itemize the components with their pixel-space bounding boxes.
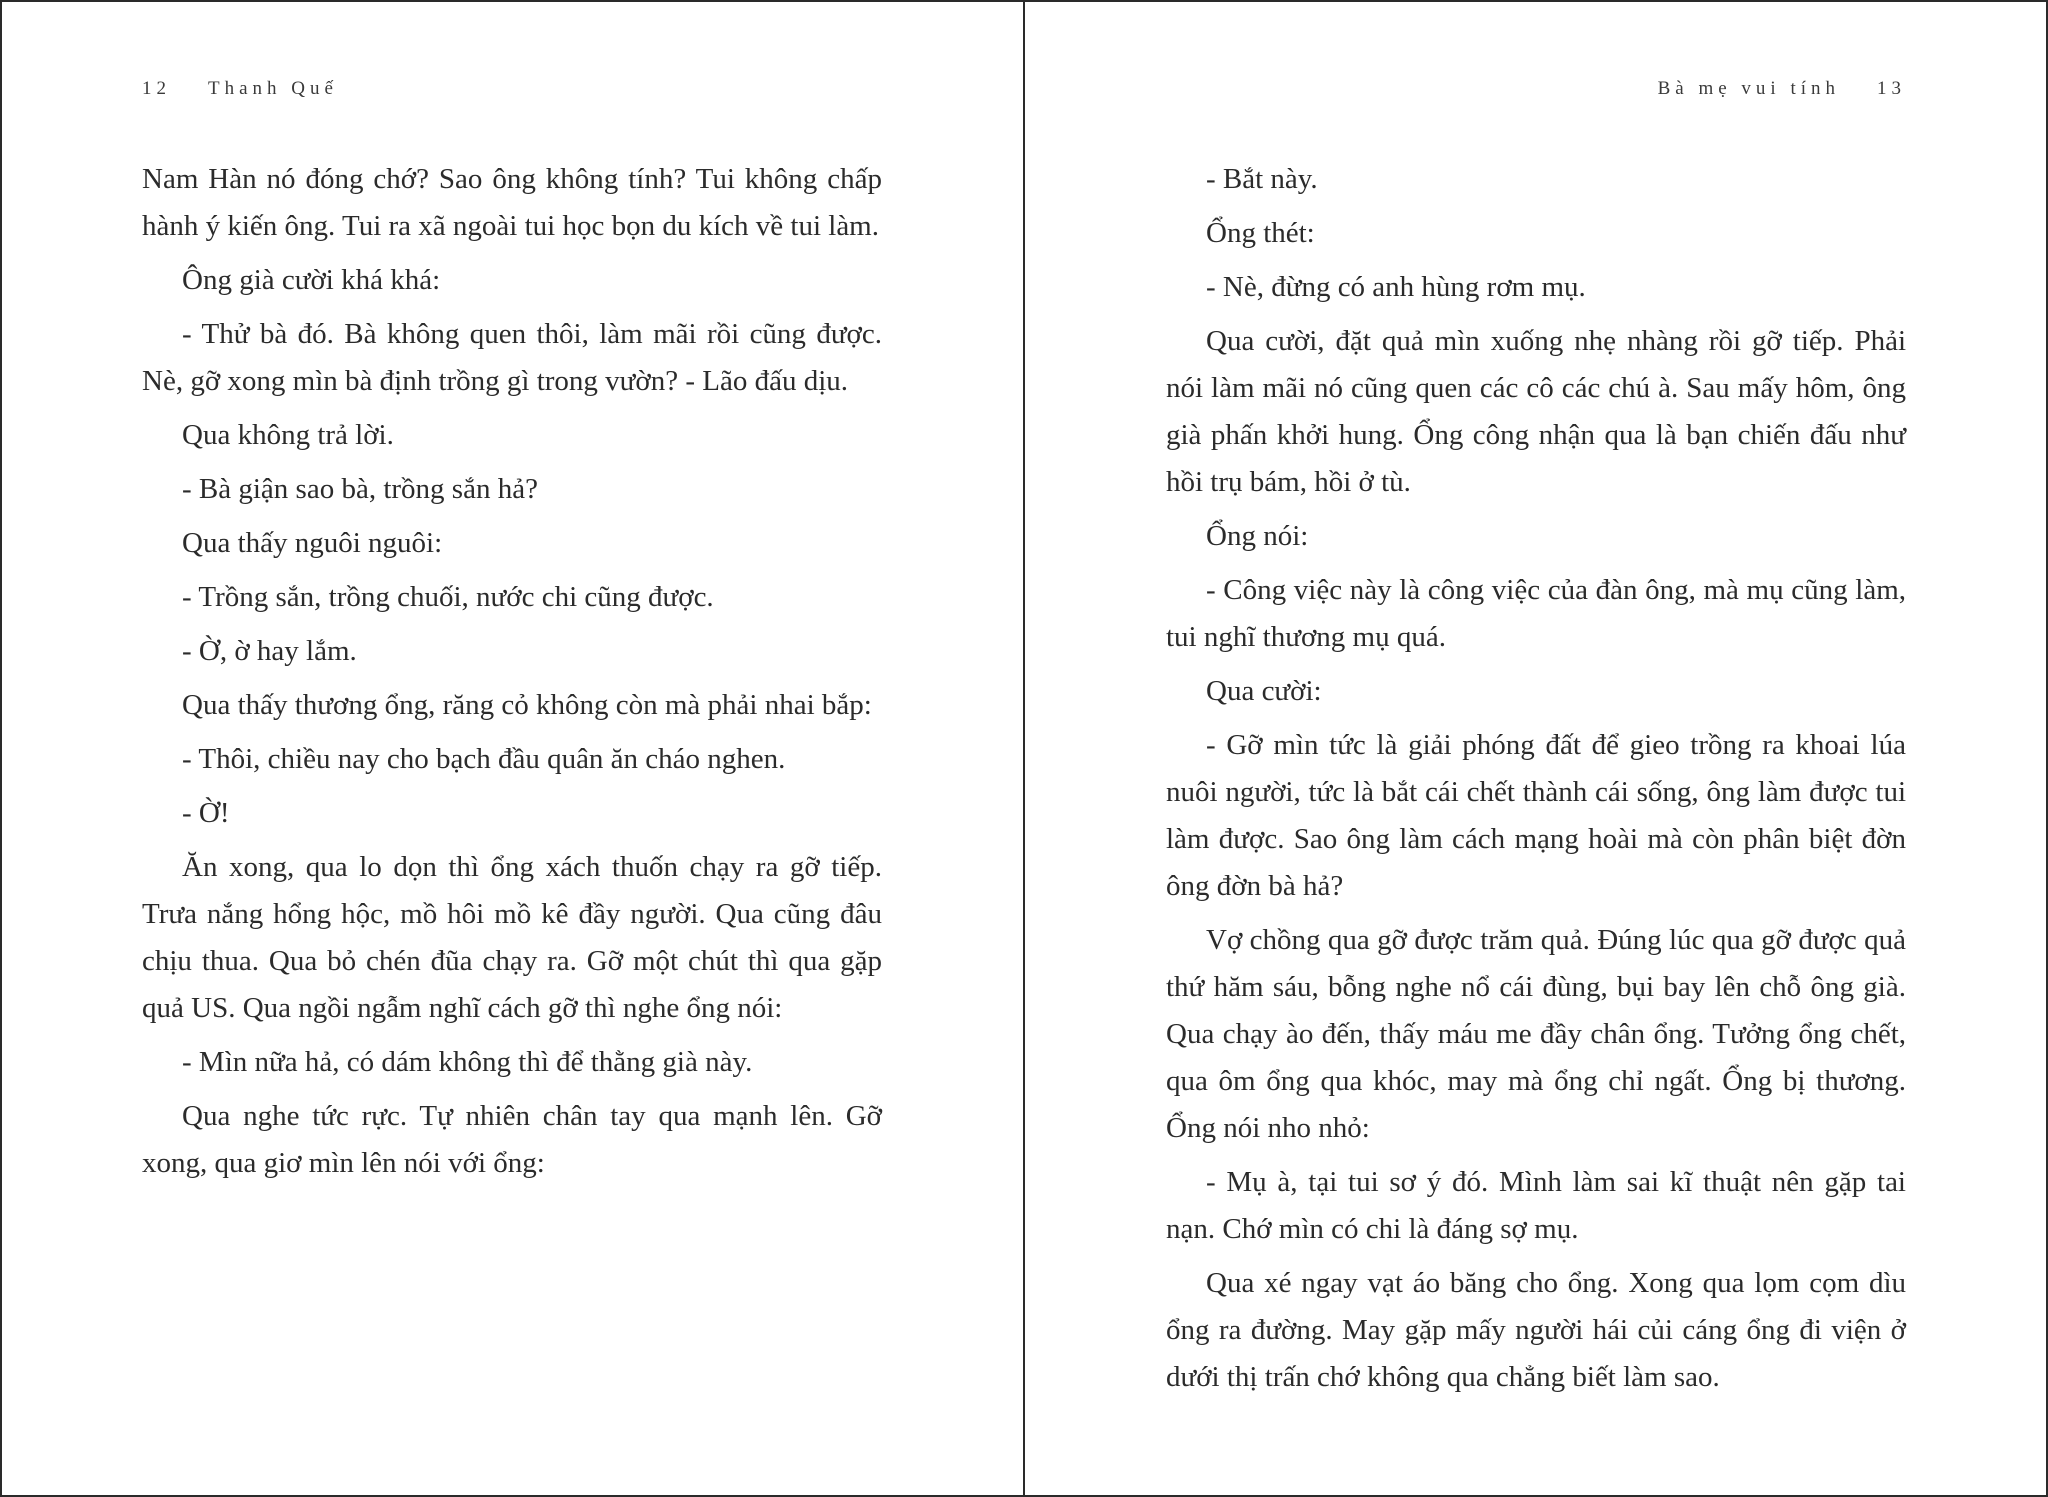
book-gutter <box>1023 0 1025 1497</box>
paragraph: - Bắt này. <box>1206 163 1318 195</box>
paragraph: Qua cười: <box>1206 675 1322 707</box>
paragraph: Ổng thét: <box>1206 217 1315 249</box>
paragraph: Nam Hàn nó đóng chớ? Sao ông không tính? Tui không chấp hành ý kiến ông. Tui ra xã ngoài tui học bọn du kích về tui làm. <box>142 163 882 242</box>
paragraph: Ổng nói: <box>1206 520 1309 552</box>
left-body-text <box>142 156 882 1194</box>
left-page-number: 12 <box>142 78 171 99</box>
paragraph: Qua thấy nguôi nguôi: <box>182 527 443 559</box>
paragraph: - Công việc này là công việc của đàn ông, mà mụ cũng làm, tui nghĩ thương mụ quá. <box>1166 574 1906 653</box>
paragraph: - Mụ à, tại tui sơ ý đó. Mình làm sai kĩ thuật nên gặp tai nạn. Chớ mìn có chi là đáng sợ mụ. <box>1166 1166 1906 1245</box>
paragraph: - Nè, đừng có anh hùng rơm mụ. <box>1206 271 1586 303</box>
left-page <box>142 0 882 1497</box>
paragraph: - Thôi, chiều nay cho bạch đầu quân ăn cháo nghen. <box>182 743 786 775</box>
paragraph: - Ờ, ờ hay lắm. <box>182 635 357 667</box>
paragraph: - Ờ! <box>182 797 230 829</box>
paragraph: - Mìn nữa hả, có dám không thì để thằng già này. <box>182 1046 753 1078</box>
left-running-head <box>142 78 882 108</box>
paragraph: Ông già cười khá khá: <box>182 264 441 296</box>
right-running-title: Bà mẹ vui tính <box>1657 78 1840 99</box>
paragraph: Qua không trả lời. <box>182 419 394 451</box>
right-page <box>1166 0 1906 1497</box>
paragraph: Vợ chồng qua gỡ được trăm quả. Đúng lúc qua gỡ được quả thứ hăm sáu, bỗng nghe nổ cái đùng, bụi bay lên chỗ ông già. Qua chạy ào đến, thấy máu me đầy chân ổng. Tưởng ổng chết, qua ôm ổng qua khóc, may mà ổng chỉ ngất. Ổng bị thương. Ổng nói nho nhỏ: <box>1166 924 1906 1144</box>
paragraph: - Thử bà đó. Bà không quen thôi, làm mãi rồi cũng được. Nè, gỡ xong mìn bà định trồng gì trong vườn? - Lão đấu dịu. <box>142 318 882 397</box>
right-page-number: 13 <box>1877 78 1906 99</box>
paragraph: - Gỡ mìn tức là giải phóng đất để gieo trồng ra khoai lúa nuôi người, tức là bắt cái chết thành cái sống, ông làm được tui làm được. Sao ông làm cách mạng hoài mà còn phân biệt đờn ông đờn bà hả? <box>1166 729 1906 902</box>
right-running-head <box>1166 78 1906 108</box>
paragraph: Qua cười, đặt quả mìn xuống nhẹ nhàng rồi gỡ tiếp. Phải nói làm mãi nó cũng quen các cô các chú à. Sau mấy hôm, ông già phấn khởi hung. Ổng công nhận qua là bạn chiến đấu như hồi trụ bám, hồi ở tù. <box>1166 325 1906 498</box>
paragraph: Qua xé ngay vạt áo băng cho ổng. Xong qua lọm cọm dìu ổng ra đường. May gặp mấy người hái củi cáng ổng đi viện ở dưới thị trấn chớ không qua chẳng biết làm sao. <box>1166 1267 1906 1393</box>
paragraph: Ăn xong, qua lo dọn thì ổng xách thuốn chạy ra gỡ tiếp. Trưa nắng hổng hộc, mồ hôi mồ kê đầy người. Qua cũng đâu chịu thua. Qua bỏ chén đũa chạy ra. Gỡ một chút thì qua gặp quả US. Qua ngồi ngẫm nghĩ cách gỡ thì nghe ổng nói: <box>142 851 882 1024</box>
paragraph: Qua thấy thương ổng, răng cỏ không còn mà phải nhai bắp: <box>182 689 872 721</box>
left-running-title: Thanh Quế <box>208 78 338 99</box>
paragraph: Qua nghe tức rực. Tự nhiên chân tay qua mạnh lên. Gỡ xong, qua giơ mìn lên nói với ổng: <box>142 1100 882 1179</box>
paragraph: - Trồng sắn, trồng chuối, nước chi cũng được. <box>182 581 714 613</box>
paragraph: - Bà giận sao bà, trồng sắn hả? <box>182 473 538 505</box>
right-body-text <box>1166 156 1906 1408</box>
